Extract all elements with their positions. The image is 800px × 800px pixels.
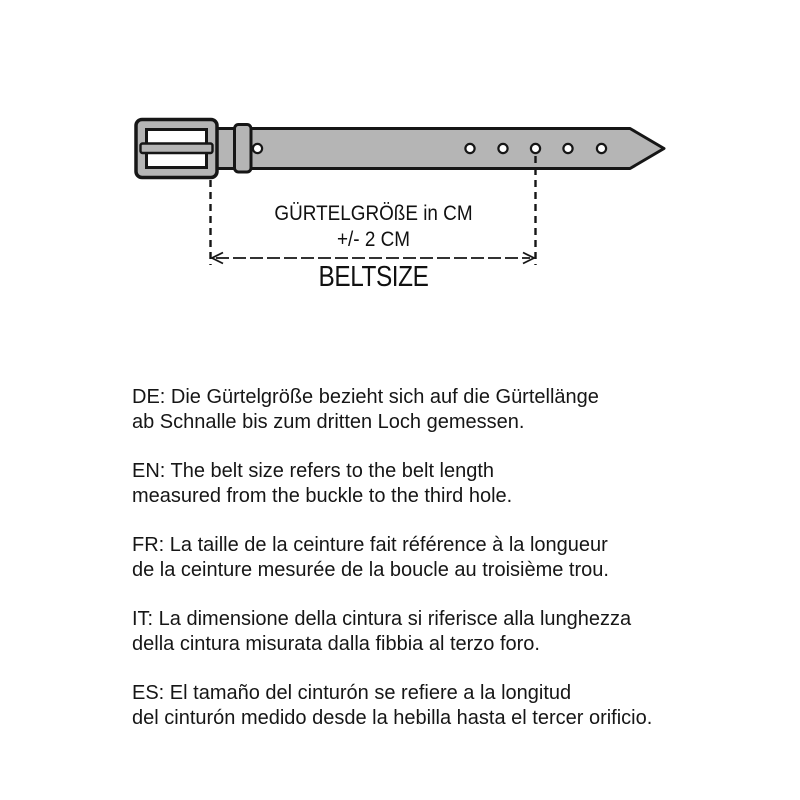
belt-hole (498, 144, 507, 153)
belt-hole-third (531, 144, 540, 153)
translation-line: IT: La dimensione della cintura si riferisce alla lunghezza (132, 608, 632, 630)
belt-hole (563, 144, 572, 153)
translation-line: DE: Die Gürtelgröße bezieht sich auf die Gürtellänge (132, 386, 599, 408)
translation-line: measured from the buckle to the third hole. (132, 485, 513, 507)
translation-line: FR: La taille de la ceinture fait référence à la longueur (132, 534, 608, 556)
translation-line: ES: El tamaño del cinturón se refiere a la longitud (132, 682, 572, 704)
translation-es (132, 681, 732, 731)
belt-hole (253, 144, 262, 153)
beltsize-label: BELTSIZE (318, 261, 429, 293)
translation-line: della cintura misurata dalla fibbia al terzo foro. (132, 633, 540, 655)
buckle-prong (141, 144, 213, 154)
translations-block (132, 385, 732, 755)
belt-hole (465, 144, 474, 153)
translation-line: del cinturón medido desde la hebilla hasta el tercer orificio. (132, 707, 653, 729)
translation-it (132, 607, 732, 657)
guertelgroesse-label: GÜRTELGRÖßE in CM (274, 202, 473, 225)
translation-line: ab Schnalle bis zum dritten Loch gemessen. (132, 411, 525, 433)
tolerance-label: +/- 2 CM (336, 228, 410, 251)
belt-diagram (0, 0, 800, 300)
translation-en (132, 459, 732, 509)
belt-keeper-loop (235, 125, 252, 173)
translation-line: de la ceinture mesurée de la boucle au troisième trou. (132, 559, 609, 581)
translation-line: EN: The belt size refers to the belt length (132, 460, 495, 482)
translation-fr (132, 533, 732, 583)
belt-hole (597, 144, 606, 153)
belt-strap (205, 129, 664, 169)
translation-de (132, 385, 732, 435)
